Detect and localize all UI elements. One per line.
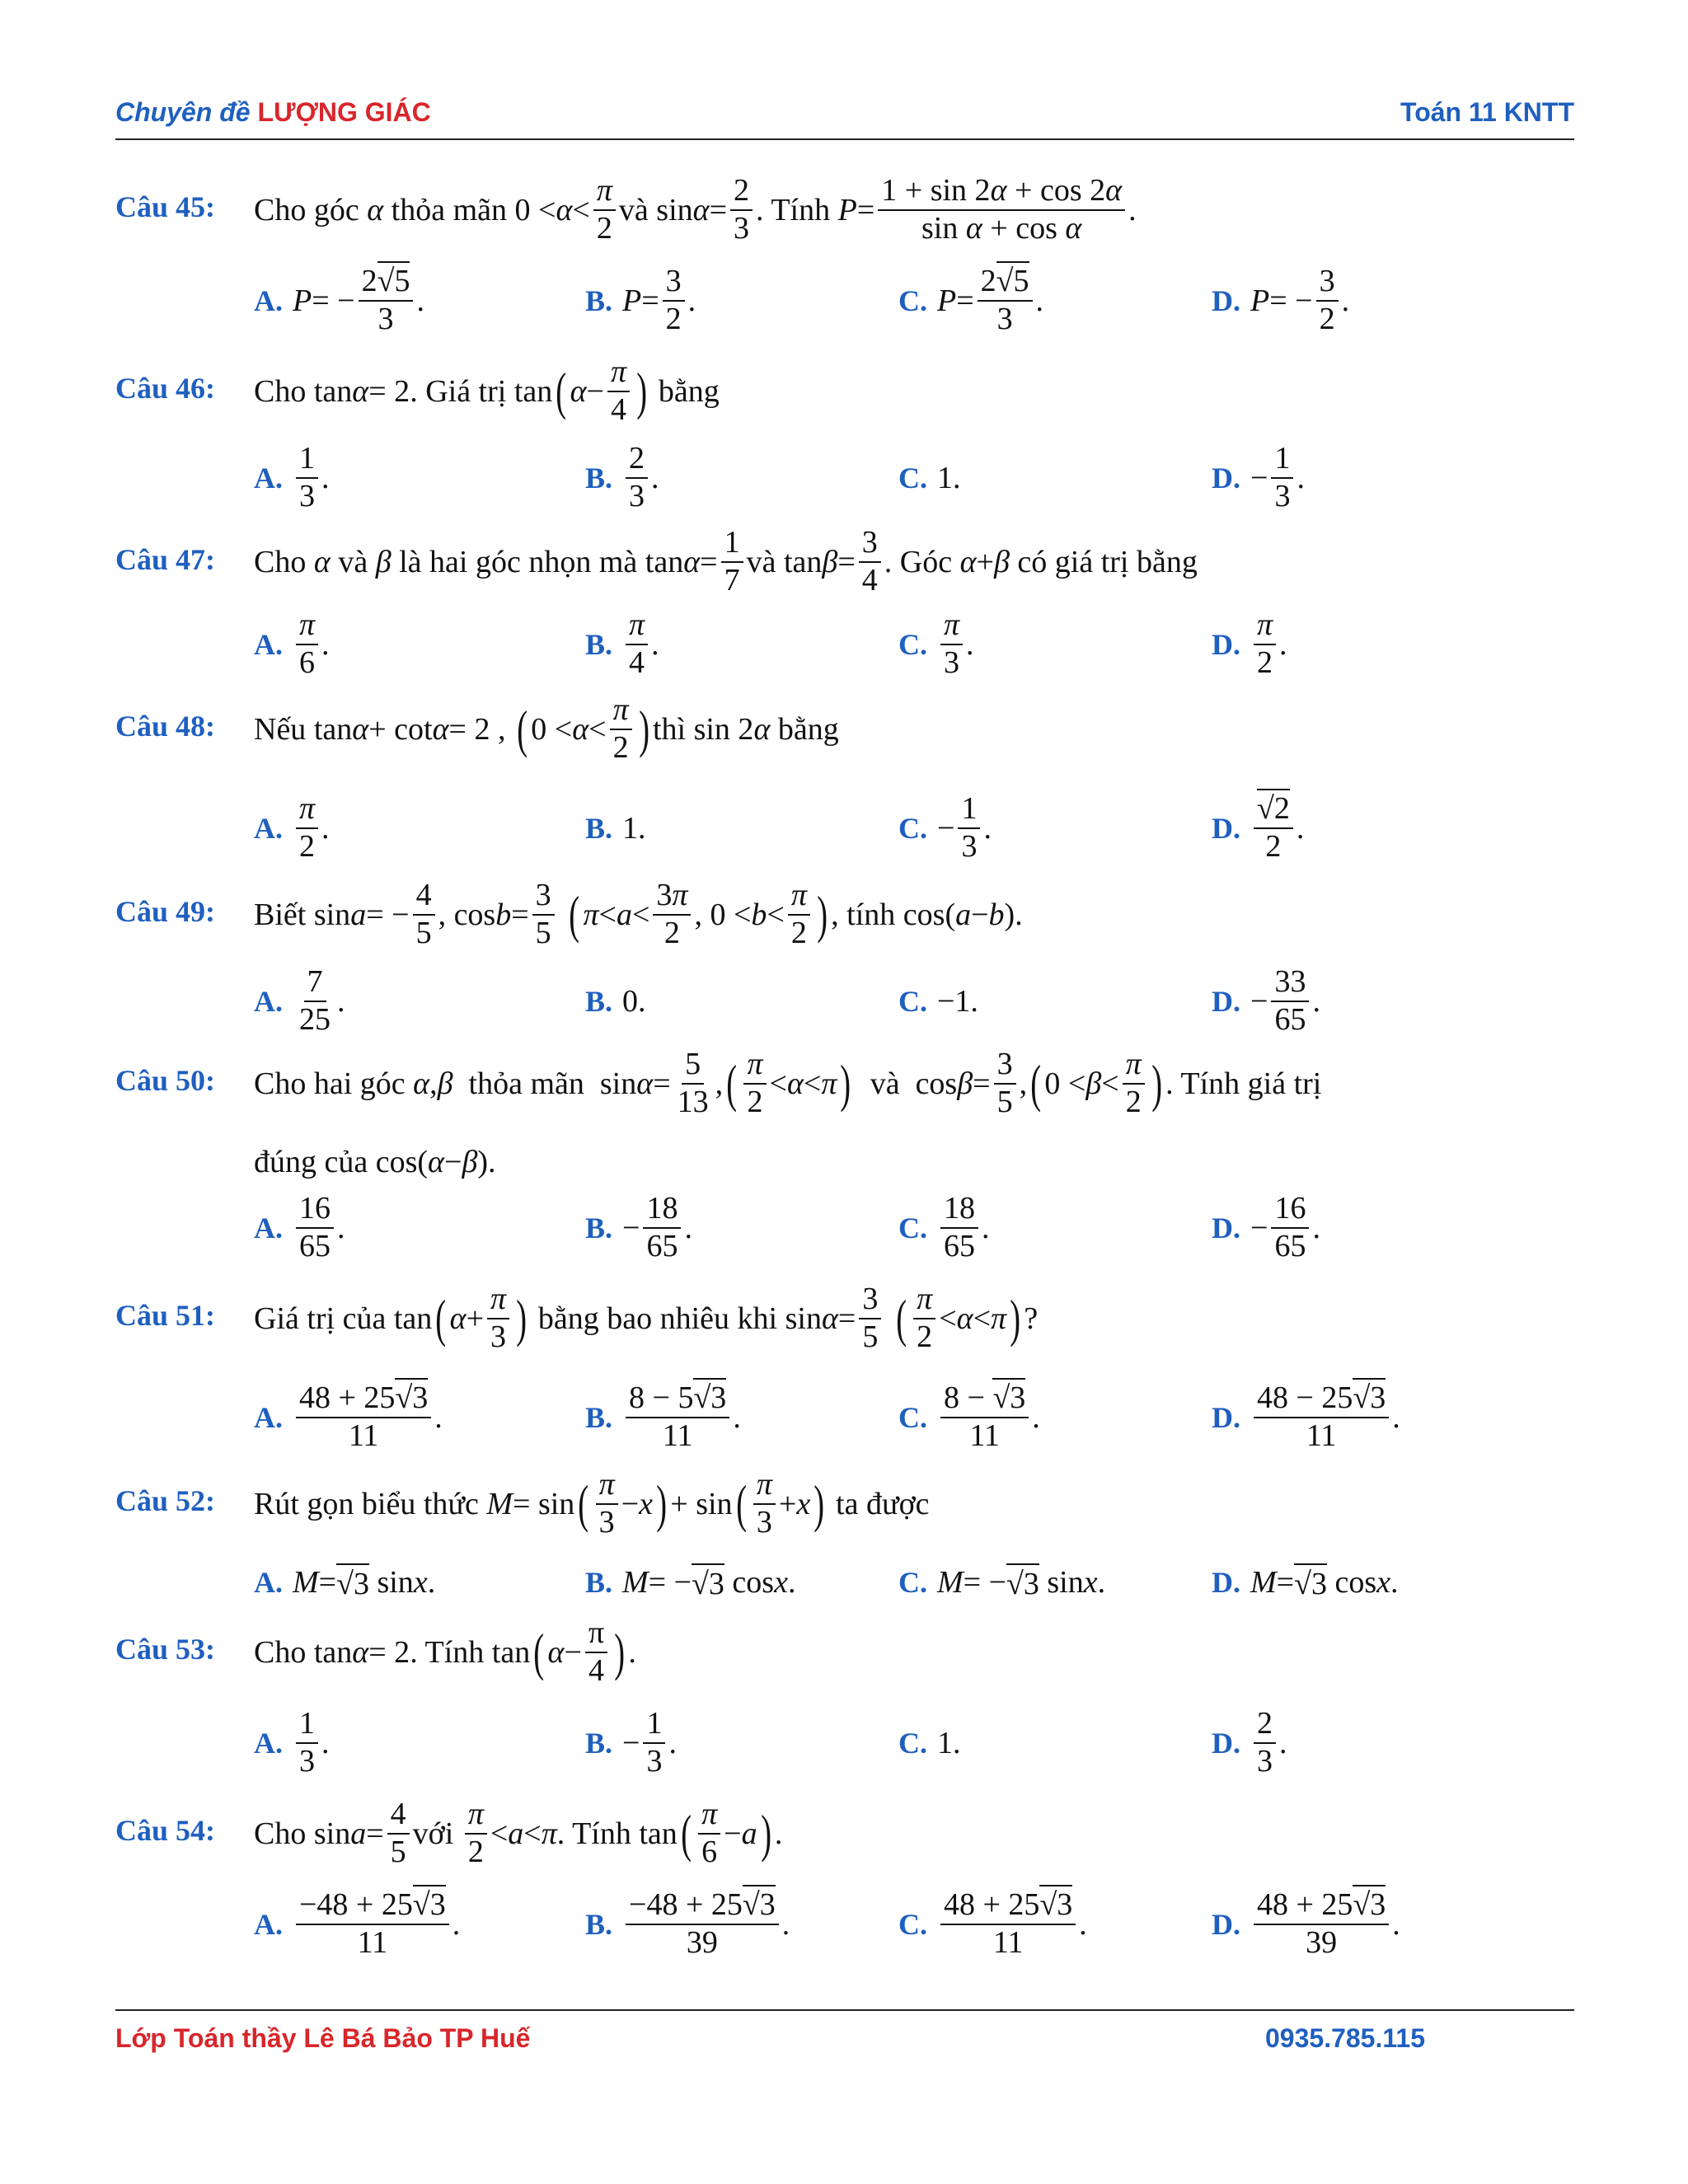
option-a[interactable]: A. $\frac{16}{65}$ . bbox=[254, 1191, 345, 1263]
question-50 bbox=[115, 1038, 1574, 1129]
option-c[interactable]: C. 1. bbox=[898, 1726, 961, 1760]
question-54 bbox=[115, 1788, 1574, 1879]
question-49 bbox=[115, 869, 1574, 960]
option-c[interactable]: C. M = − √3 sin x . bbox=[898, 1549, 1105, 1615]
option-a[interactable]: A. $\frac{1}{3}$ . bbox=[254, 441, 330, 513]
options-51 bbox=[115, 1372, 1574, 1463]
question-label: Câu 50: bbox=[115, 1064, 216, 1097]
header-rule bbox=[115, 138, 1574, 140]
footer-rule bbox=[115, 2009, 1574, 2011]
option-d[interactable]: D. $\frac{48 - 25√3}{11}$ . bbox=[1212, 1372, 1400, 1463]
question-stem: Rút gọn biểu thức M = sin ( $\frac{\pi}{3}$ − x ) + sin ( $\frac{\pi}{3}$ + x ) ta được bbox=[254, 1467, 930, 1540]
option-d[interactable]: D. − $\frac{33}{65}$ . bbox=[1212, 964, 1320, 1037]
question-stem: Cho sin a = $\frac{4}{5}$ với $\frac{\pi}{2}$ < a < π . Tính tan ( $\frac{\pi}{6}$ − a ) . bbox=[254, 1797, 783, 1869]
options-54 bbox=[115, 1879, 1574, 1970]
option-b[interactable]: B. − $\frac{1}{3}$ . bbox=[585, 1706, 677, 1779]
question-45 bbox=[115, 165, 1574, 255]
page-footer bbox=[115, 2023, 1574, 2054]
options-53 bbox=[115, 1698, 1574, 1788]
question-label: Câu 54: bbox=[115, 1814, 216, 1847]
option-a[interactable]: A. $\frac{-48 + 25√3}{11}$ . bbox=[254, 1879, 460, 1970]
option-c[interactable]: C. $\frac{18}{65}$ . bbox=[898, 1191, 990, 1263]
options-52 bbox=[115, 1549, 1574, 1615]
option-a[interactable]: A. $\frac{\pi}{2}$ . bbox=[254, 791, 330, 864]
question-stem: Cho tan α = 2 . Tính tan ( α − $\frac{\pi}{4}$ ) . bbox=[254, 1615, 636, 1688]
option-c[interactable]: C. 1. bbox=[898, 461, 961, 495]
option-b[interactable]: B. P = $\frac{3}{2}$ . bbox=[585, 264, 696, 336]
question-label: Câu 51: bbox=[115, 1299, 216, 1332]
question-stem: Cho hai góc α , β thỏa mãn sin α = $\frac{5}{13}$ , ( $\frac{\pi}{2}$ < α < π ) và cos β = $\frac{3}{5}$ , ( 0 < β < $\frac{\pi}{2}$ ) . Tính giá trị bbox=[254, 1047, 1322, 1119]
question-label: Câu 45: bbox=[115, 190, 216, 223]
question-52 bbox=[115, 1459, 1574, 1549]
options-50 bbox=[115, 1187, 1574, 1269]
option-c[interactable]: C. $\frac{48 + 25√3}{11}$ . bbox=[898, 1879, 1087, 1970]
option-d[interactable]: D. M = √3 cos x . bbox=[1212, 1549, 1398, 1615]
option-d[interactable]: D. $\frac{√2}{2}$ . bbox=[1212, 783, 1304, 874]
question-stem: Biết sin a = − $\frac{4}{5}$ , cos b = $\frac{3}{5}$ ( π < a < $\frac{3\pi}{2}$ , 0 < b < $\frac{\pi}{2}$ ) , tính cos( a − b ). bbox=[254, 878, 1023, 950]
question-label: Câu 49: bbox=[115, 895, 216, 928]
option-b[interactable]: B. − $\frac{18}{65}$ . bbox=[585, 1191, 692, 1263]
question-label: Câu 52: bbox=[115, 1484, 216, 1517]
option-a[interactable]: A. $\frac{48 + 25√3}{11}$ . bbox=[254, 1372, 443, 1463]
question-48 bbox=[115, 684, 1574, 775]
options-45 bbox=[115, 255, 1574, 346]
option-a[interactable]: A. M = √3 sin x . bbox=[254, 1549, 435, 1615]
option-c[interactable]: C. −1. bbox=[898, 984, 978, 1019]
option-b[interactable]: B. M = − √3 cos x . bbox=[585, 1549, 795, 1615]
options-48 bbox=[115, 783, 1574, 874]
page-header bbox=[115, 97, 1574, 128]
question-stem: Cho góc α thỏa mãn 0 < α < $\frac{\pi}{2}$ và sin α = $\frac{2}{3}$ . Tính P = $\frac{1 + \sin 2\alpha + \cos 2\alpha}{\text{sin α + cos α}}$ . bbox=[254, 173, 1137, 246]
option-b[interactable]: B. 1. bbox=[585, 811, 646, 846]
header-topic: LƯỢNG GIÁC bbox=[257, 97, 431, 127]
option-a[interactable]: A. $\frac{\pi}{6}$ . bbox=[254, 607, 330, 680]
option-c[interactable]: C. $\frac{8 - √3}{11}$ . bbox=[898, 1372, 1040, 1463]
option-b[interactable]: B. 0. bbox=[585, 984, 646, 1019]
question-label: Câu 47: bbox=[115, 543, 216, 576]
option-d[interactable]: D. P = − $\frac{3}{2}$ . bbox=[1212, 264, 1350, 336]
option-c[interactable]: C. $\frac{\pi}{3}$ . bbox=[898, 607, 974, 680]
option-a[interactable]: A. $\frac{1}{3}$ . bbox=[254, 1706, 330, 1779]
header-course: Toán 11 KNTT bbox=[1400, 97, 1574, 127]
footer-teacher: Lớp Toán thầy Lê Bá Bảo TP Huế bbox=[115, 2023, 531, 2053]
option-b[interactable]: B. $\frac{\pi}{4}$ . bbox=[585, 607, 659, 680]
question-label: Câu 46: bbox=[115, 372, 216, 405]
option-d[interactable]: D. − $\frac{1}{3}$ . bbox=[1212, 441, 1305, 513]
option-d[interactable]: D. $\frac{2}{3}$ . bbox=[1212, 1706, 1287, 1779]
option-c[interactable]: C. − $\frac{1}{3}$ . bbox=[898, 791, 992, 864]
option-c[interactable]: C. P = $\frac{2√5}{3}$ . bbox=[898, 255, 1043, 346]
question-stem-cont: đúng của cos( α − β ). bbox=[254, 1145, 496, 1179]
question-53 bbox=[115, 1607, 1574, 1698]
option-d[interactable]: D. $\frac{\pi}{2}$ . bbox=[1212, 607, 1287, 680]
question-50-cont bbox=[115, 1133, 1574, 1191]
header-prefix: Chuyên đề bbox=[115, 97, 251, 127]
question-51 bbox=[115, 1273, 1574, 1364]
option-d[interactable]: D. $\frac{48 + 25√3}{39}$ . bbox=[1212, 1879, 1400, 1970]
question-47 bbox=[115, 521, 1574, 603]
options-46 bbox=[115, 437, 1574, 519]
question-stem: Nếu tan α + cot α = 2 , ( 0 < α < $\frac{\pi}{2}$ ) thì sin 2 α bằng bbox=[254, 692, 839, 765]
option-a[interactable]: A. P = − $\frac{2√5}{3}$ . bbox=[254, 255, 424, 346]
question-stem: Cho tan α = 2 . Giá trị tan ( α − $\frac{\pi}{4}$ ) bằng bbox=[254, 354, 720, 427]
question-stem: Giá trị của tan ( α + $\frac{\pi}{3}$ ) bằng bao nhiêu khi sin α = $\frac{3}{5}$ ( $\frac{\pi}{2}$ < α < π ) ? bbox=[254, 1282, 1039, 1354]
option-b[interactable]: B. $\frac{2}{3}$ . bbox=[585, 441, 659, 513]
question-label: Câu 48: bbox=[115, 710, 216, 743]
options-47 bbox=[115, 603, 1574, 686]
question-stem: Cho α và β là hai góc nhọn mà tan α = $\frac{1}{7}$ và tan β = $\frac{3}{4}$ . Góc α + β có giá trị bằng bbox=[254, 525, 1198, 598]
option-d[interactable]: D. − $\frac{16}{65}$ . bbox=[1212, 1191, 1320, 1263]
question-46 bbox=[115, 346, 1574, 437]
options-49 bbox=[115, 960, 1574, 1043]
footer-phone: 0935.785.115 bbox=[1265, 2023, 1425, 2053]
option-a[interactable]: A. $\frac{7}{25}$ . bbox=[254, 964, 345, 1037]
option-b[interactable]: B. $\frac{8 - 5√3}{11}$ . bbox=[585, 1372, 741, 1463]
question-label: Câu 53: bbox=[115, 1633, 216, 1666]
option-b[interactable]: B. $\frac{-48 + 25√3}{39}$ . bbox=[585, 1879, 790, 1970]
